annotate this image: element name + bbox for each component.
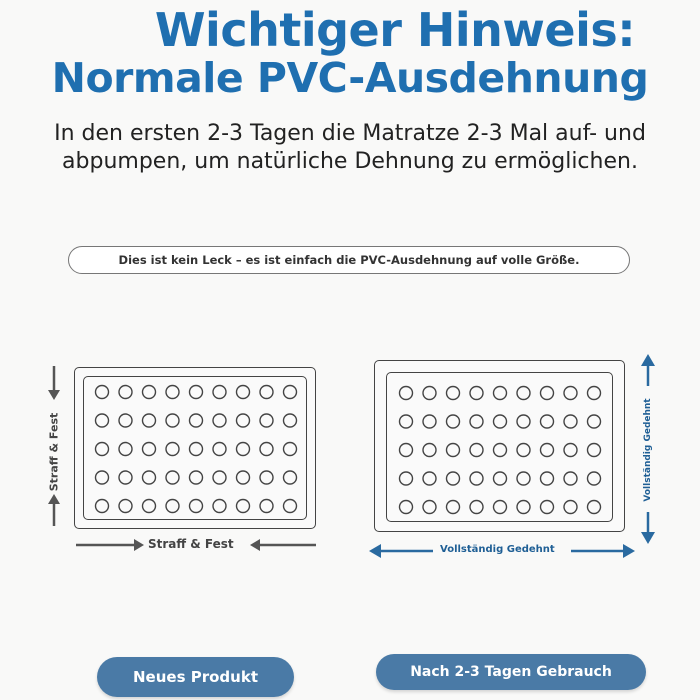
valve-circle — [213, 386, 226, 399]
valve-circle — [284, 471, 297, 484]
valve-circle — [284, 500, 297, 513]
valve-circle — [588, 472, 601, 485]
valve-circle — [96, 443, 109, 456]
valve-circle — [517, 387, 530, 400]
valve-circle — [260, 471, 273, 484]
valve-circle — [447, 415, 460, 428]
mattress-used-inner — [386, 372, 613, 522]
valve-circle — [564, 444, 577, 457]
valve-circle — [494, 415, 507, 428]
mattress-used — [374, 360, 625, 532]
mattress-new — [74, 367, 316, 529]
valve-circle — [494, 501, 507, 514]
valve-circle — [190, 414, 203, 427]
valve-circle — [470, 415, 483, 428]
valve-circle — [260, 443, 273, 456]
valve-circle — [190, 443, 203, 456]
valve-circle — [447, 387, 460, 400]
valve-circle — [284, 414, 297, 427]
valve-circle — [143, 500, 156, 513]
new-product-button-label: Neues Produkt — [133, 668, 258, 686]
valve-circle — [260, 386, 273, 399]
after-use-button[interactable] — [376, 654, 646, 690]
valve-grid-new — [84, 377, 308, 521]
valve-circle — [166, 386, 179, 399]
valve-circle — [517, 444, 530, 457]
label-vertical-used: Vollständig Gedehnt — [643, 398, 653, 502]
valve-circle — [237, 471, 250, 484]
valve-circle — [517, 472, 530, 485]
label-horizontal-new: Straff & Fest — [148, 537, 234, 551]
valve-circle — [119, 471, 132, 484]
valve-circle — [284, 386, 297, 399]
valve-circle — [470, 444, 483, 457]
valve-circle — [237, 443, 250, 456]
label-vertical-new: Straff & Fest — [47, 412, 61, 492]
valve-circle — [213, 414, 226, 427]
label-horizontal-used: Vollständig Gedehnt — [440, 544, 555, 555]
valve-circle — [213, 471, 226, 484]
valve-circle — [588, 415, 601, 428]
valve-circle — [96, 471, 109, 484]
valve-circle — [517, 501, 530, 514]
valve-circle — [143, 443, 156, 456]
valve-circle — [494, 387, 507, 400]
valve-circle — [143, 471, 156, 484]
page-subtitle-heading: Normale PVC-Ausdehnung — [51, 54, 649, 102]
valve-circle — [119, 443, 132, 456]
valve-circle — [166, 471, 179, 484]
instruction-text: In den ersten 2-3 Tagen die Matratze 2-3 Mal auf- und abpumpen, um natürliche Dehnung zu ermöglichen. — [54, 121, 646, 174]
valve-circle — [494, 472, 507, 485]
valve-circle — [470, 472, 483, 485]
mattress-new-inner — [83, 376, 307, 520]
valve-grid-used — [387, 373, 614, 523]
valve-circle — [517, 415, 530, 428]
after-use-button-label: Nach 2-3 Tagen Gebrauch — [410, 664, 612, 680]
valve-circle — [541, 415, 554, 428]
new-product-button[interactable] — [97, 657, 294, 697]
valve-circle — [166, 414, 179, 427]
valve-circle — [541, 501, 554, 514]
valve-circle — [237, 414, 250, 427]
valve-circle — [400, 415, 413, 428]
valve-circle — [96, 414, 109, 427]
valve-circle — [237, 386, 250, 399]
valve-circle — [423, 387, 436, 400]
valve-circle — [400, 501, 413, 514]
valve-circle — [96, 500, 109, 513]
valve-circle — [588, 387, 601, 400]
valve-circle — [423, 444, 436, 457]
valve-circle — [447, 501, 460, 514]
valve-circle — [564, 415, 577, 428]
valve-circle — [213, 443, 226, 456]
valve-circle — [541, 472, 554, 485]
valve-circle — [400, 387, 413, 400]
valve-circle — [423, 415, 436, 428]
valve-circle — [143, 386, 156, 399]
valve-circle — [96, 386, 109, 399]
valve-circle — [166, 443, 179, 456]
valve-circle — [143, 414, 156, 427]
valve-circle — [423, 501, 436, 514]
page-title: Wichtiger Hinweis: — [154, 3, 636, 57]
valve-circle — [119, 386, 132, 399]
valve-circle — [400, 472, 413, 485]
valve-circle — [284, 443, 297, 456]
valve-circle — [423, 472, 436, 485]
valve-circle — [213, 500, 226, 513]
valve-circle — [588, 501, 601, 514]
valve-circle — [564, 501, 577, 514]
valve-circle — [564, 472, 577, 485]
valve-circle — [400, 444, 413, 457]
valve-circle — [119, 500, 132, 513]
valve-circle — [447, 444, 460, 457]
valve-circle — [237, 500, 250, 513]
valve-circle — [447, 472, 460, 485]
valve-circle — [190, 471, 203, 484]
valve-circle — [470, 387, 483, 400]
valve-circle — [494, 444, 507, 457]
valve-circle — [588, 444, 601, 457]
valve-circle — [166, 500, 179, 513]
notice-banner — [68, 246, 630, 274]
valve-circle — [541, 444, 554, 457]
valve-circle — [260, 500, 273, 513]
valve-circle — [541, 387, 554, 400]
valve-circle — [260, 414, 273, 427]
valve-circle — [564, 387, 577, 400]
notice-text: Dies ist kein Leck – es ist einfach die PVC-Ausdehnung auf volle Größe. — [118, 253, 580, 267]
valve-circle — [470, 501, 483, 514]
valve-circle — [190, 386, 203, 399]
valve-circle — [190, 500, 203, 513]
valve-circle — [119, 414, 132, 427]
